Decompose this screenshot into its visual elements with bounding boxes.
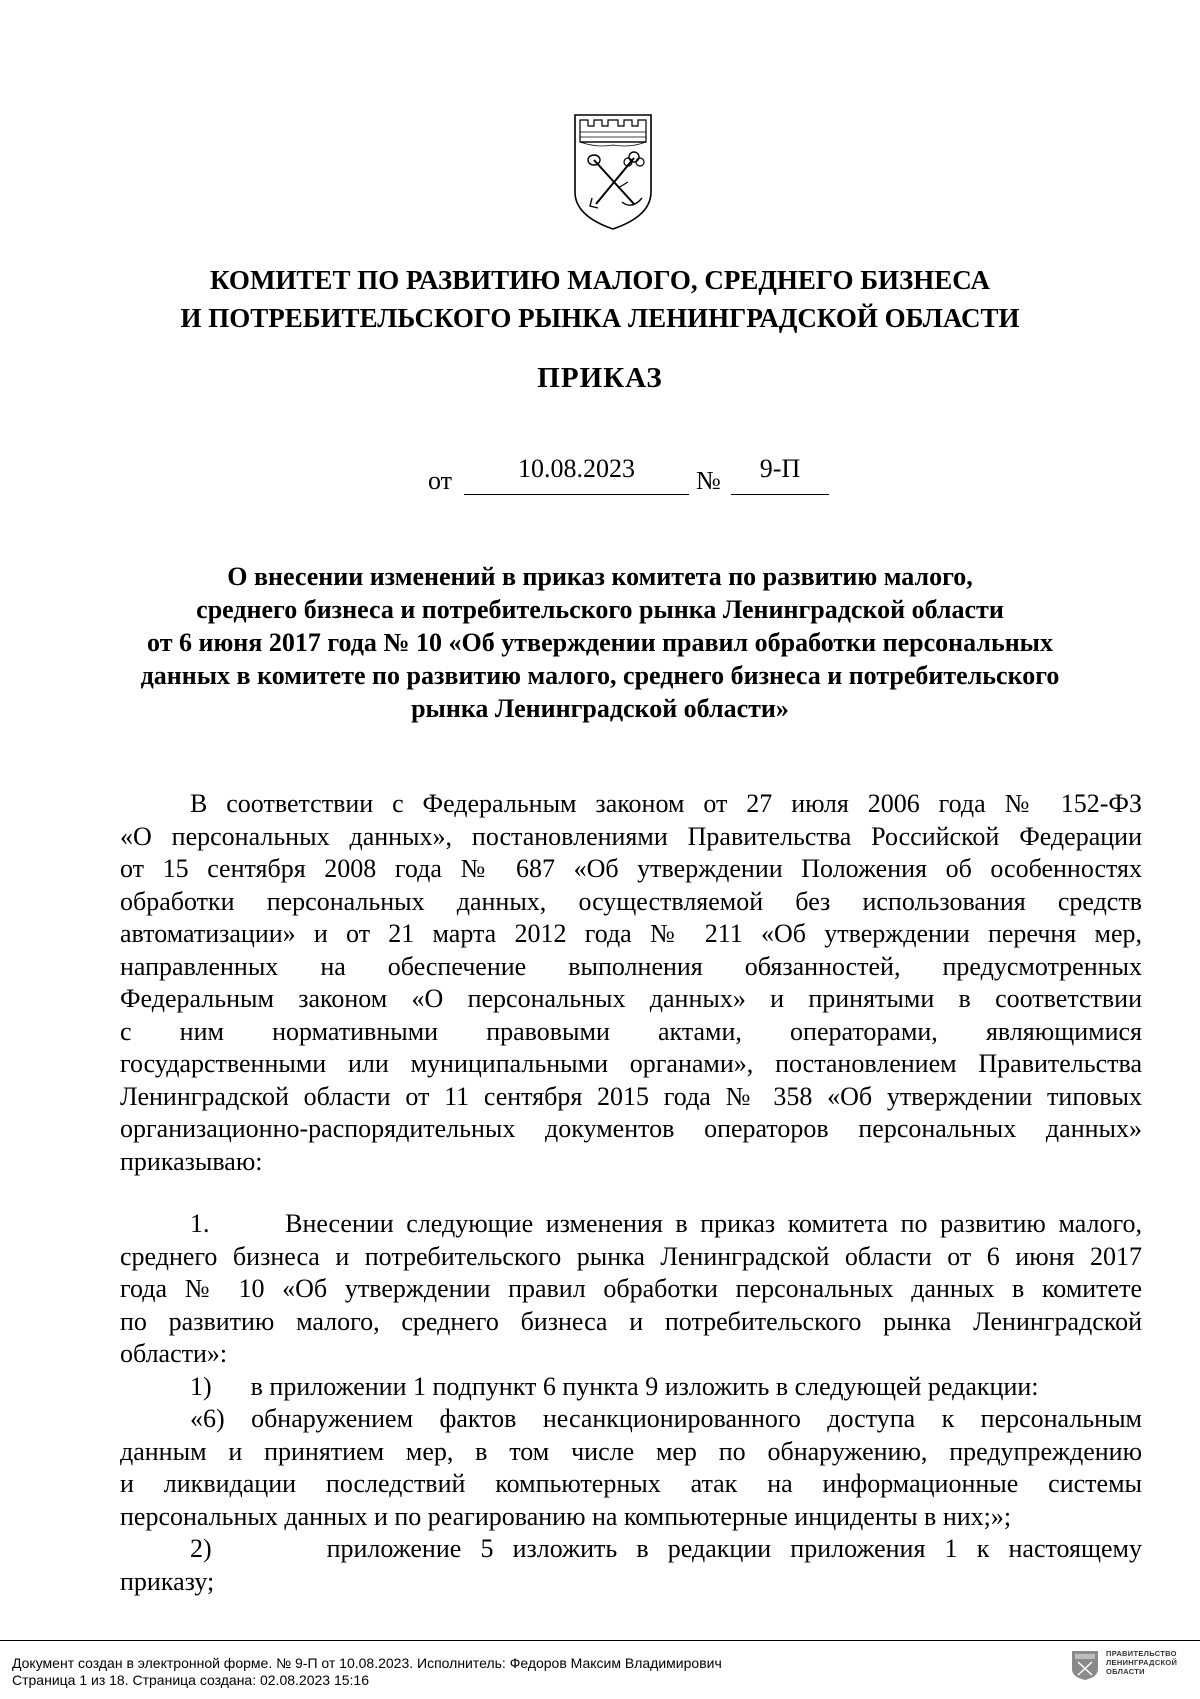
text-line: автоматизации» и от 21 марта 2012 года № 211 «Об утверждении перечня мер, xyxy=(120,919,1142,948)
sub-item-2-line: приказу; xyxy=(120,1566,215,1596)
quote-line: данным и принятием мер, в том числе мер по обнаружению, предупреждению xyxy=(120,1436,1142,1466)
text-line: Ленинградской области от 11 сентября 2015 года № 358 «Об утверждении типовых xyxy=(120,1081,1142,1111)
text-line: обработки персональных данных, осуществляемой без использования средств xyxy=(120,886,1142,916)
government-logo-icon xyxy=(1070,1649,1100,1681)
title-line: среднего бизнеса и потребительского рынка Ленинградской области xyxy=(196,595,1004,624)
quote-line: и ликвидации последствий компьютерных атак на информационные системы xyxy=(120,1469,1142,1498)
text-line: среднего бизнеса и потребительского рынка Ленинградской области от 6 июня 2017 xyxy=(120,1241,1142,1271)
text-line: приказываю: xyxy=(120,1146,263,1176)
quote-line: персональных данных и по реагированию на компьютерные инциденты в них;»; xyxy=(120,1501,1012,1531)
text-line: с ним нормативными правовыми актами, операторами, являющимися xyxy=(120,1016,1142,1046)
title-line: рынка Ленинградской области» xyxy=(411,694,789,723)
sub-item-1-line: 1) в приложении 1 подпункт 6 пункта 9 изложить в следующей редакции: xyxy=(190,1371,1039,1401)
document-title xyxy=(120,560,1080,725)
date-label: от xyxy=(428,466,453,495)
coat-of-arms-emblem xyxy=(572,112,654,232)
text-line: направленных на обеспечение выполнения обязанностей, предусмотренных xyxy=(120,951,1142,981)
text-line: В соответствии с Федеральным законом от 27 июля 2006 года № 152-ФЗ xyxy=(190,789,1142,818)
text-line: Федеральным законом «О персональных данных» и принятыми в соответствии xyxy=(120,984,1142,1013)
title-line: от 6 июня 2017 года № 10 «Об утверждении правил обработки персональных xyxy=(147,628,1053,657)
date-value: 10.08.2023 xyxy=(518,454,635,483)
document-type: ПРИКАЗ xyxy=(537,362,663,394)
title-line: данных в комитете по развитию малого, среднего бизнеса и потребительского xyxy=(140,661,1060,690)
text-line: от 15 сентября 2008 года № 687 «Об утверждении Положения об особенностях xyxy=(120,854,1142,883)
quote-line: «6) обнаружением фактов несанкционированного доступа к персональным xyxy=(190,1404,1142,1433)
logo-text-line: ОБЛАСТИ xyxy=(1106,1667,1145,1676)
number-value: 9-П xyxy=(759,454,801,483)
number-label: № xyxy=(696,466,721,495)
preamble-paragraph xyxy=(120,788,1142,1178)
sub-item-2-line: 2) приложение 5 изложить в редакции приложения 1 к настоящему xyxy=(190,1534,1142,1563)
text-line: «О персональных данных», постановлениями Правительства Российской Федерации xyxy=(120,821,1142,851)
footer-document-info: Документ создан в электронной форме. № 9-П от 10.08.2023. Исполнитель: Федоров Максим Владимирович xyxy=(12,1655,722,1671)
text-line: 1. Внесении следующие изменения в приказ комитета по развитию малого, xyxy=(190,1209,1142,1238)
page-footer xyxy=(0,1640,1200,1699)
text-line: области»: xyxy=(120,1339,228,1368)
date-underline xyxy=(464,494,689,495)
text-line: по развитию малого, среднего бизнеса и потребительского рынка Ленинградской xyxy=(120,1306,1142,1336)
text-line: государственными или муниципальными органами», постановлением Правительства xyxy=(120,1049,1142,1078)
number-underline xyxy=(731,494,829,495)
government-logo-text xyxy=(1106,1649,1177,1676)
organization-name-line-2: И ПОТРЕБИТЕЛЬСКОГО РЫНКА ЛЕНИНГРАДСКОЙ ОБЛАСТИ xyxy=(180,303,1020,333)
logo-text-line: ЛЕНИНГРАДСКОЙ xyxy=(1106,1658,1178,1667)
text-line: организационно-распорядительных документов операторов персональных данных» xyxy=(120,1114,1142,1143)
text-line: года № 10 «Об утверждении правил обработки персональных данных в комитете xyxy=(120,1274,1142,1303)
item-1-paragraph xyxy=(120,1208,1142,1598)
title-line: О внесении изменений в приказ комитета по развитию малого, xyxy=(227,562,973,591)
organization-name-line-1: КОМИТЕТ ПО РАЗВИТИЮ МАЛОГО, СРЕДНЕГО БИЗНЕСА xyxy=(210,265,990,295)
footer-page-info: Страница 1 из 18. Страница создана: 02.08.2023 15:16 xyxy=(12,1672,369,1688)
logo-text-line: ПРАВИТЕЛЬСТВО xyxy=(1106,1649,1177,1658)
organization-name xyxy=(0,261,1200,337)
